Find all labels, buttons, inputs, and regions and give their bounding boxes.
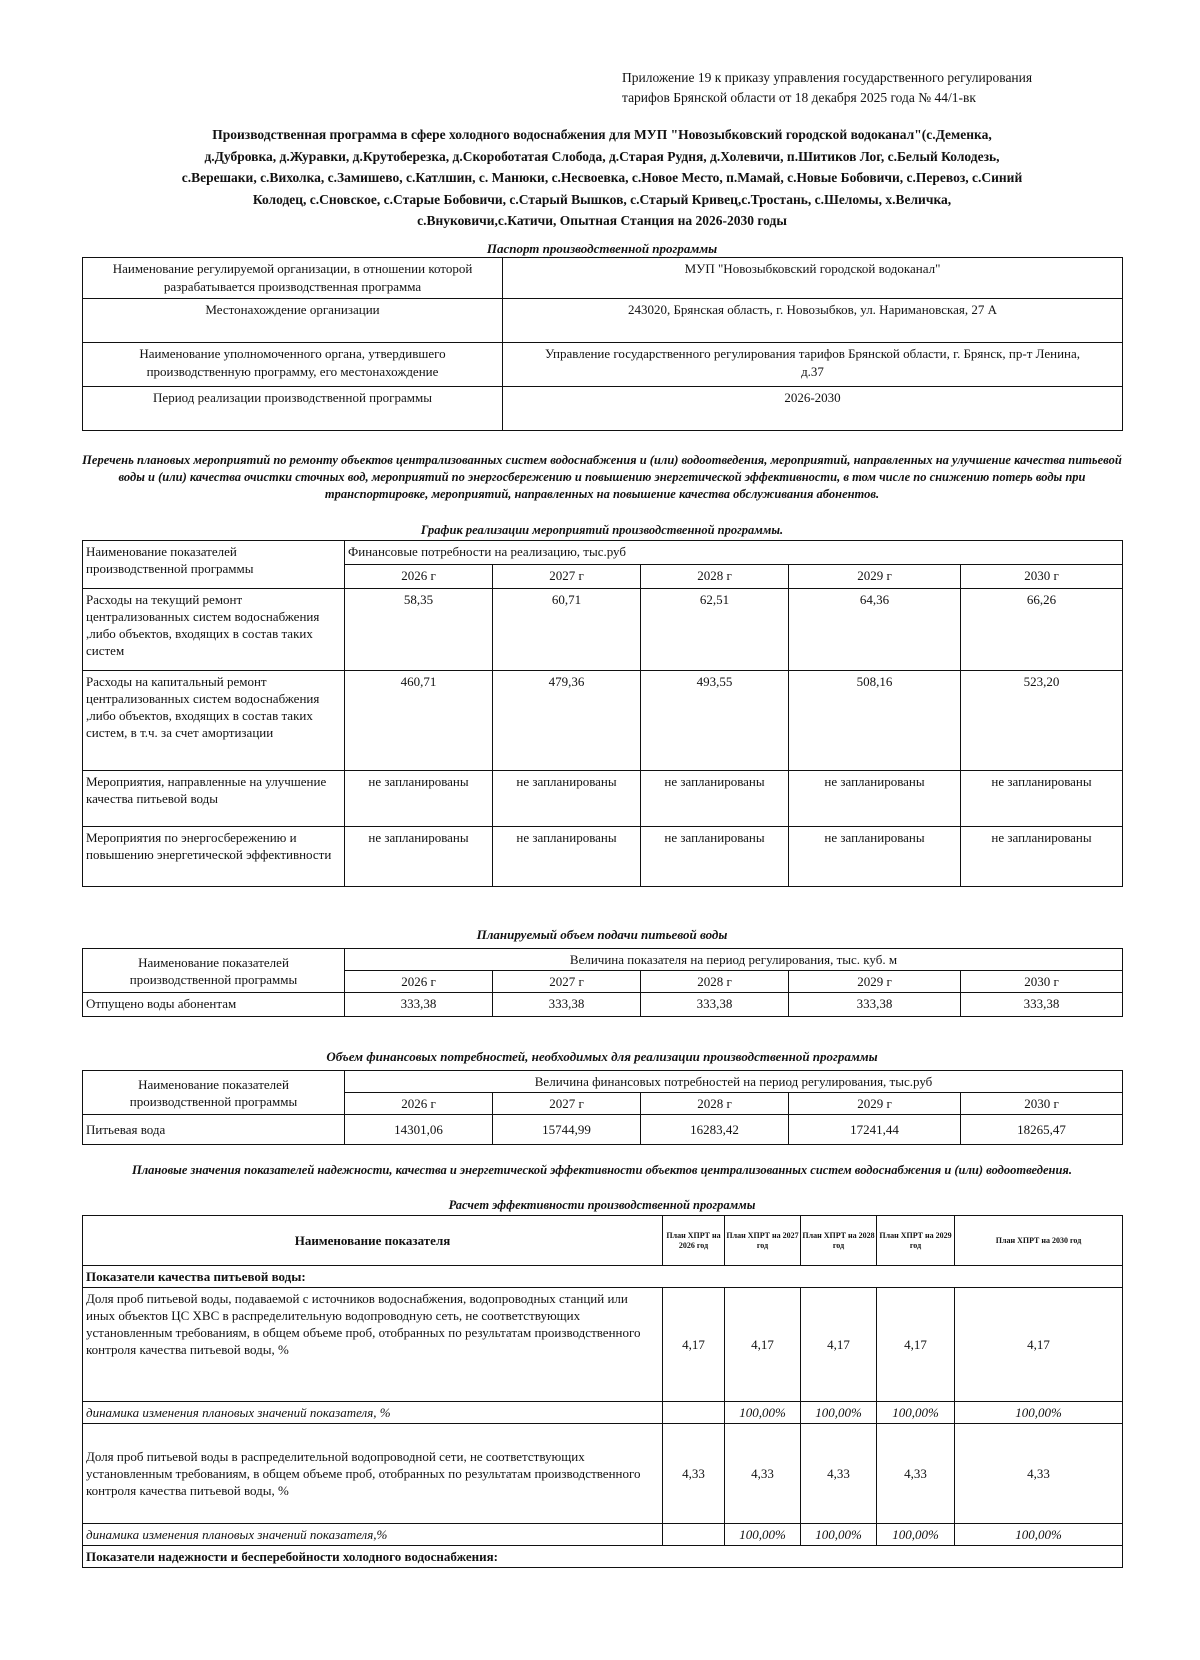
table-cell: не запланированы bbox=[789, 771, 961, 827]
appendix-note bbox=[622, 68, 1122, 108]
year-header: 2029 г bbox=[789, 1093, 961, 1115]
table-cell: 100,00% bbox=[725, 1524, 801, 1546]
plan-header: План ХПРТ на 2029 год bbox=[877, 1216, 955, 1266]
section-label: Показатели качества питьевой воды: bbox=[83, 1266, 1123, 1288]
year-header: 2030 г bbox=[961, 565, 1123, 589]
table-cell: 493,55 bbox=[641, 671, 789, 771]
passport-label: Местонахождение организации bbox=[83, 299, 503, 343]
passport-row bbox=[83, 299, 1123, 343]
table-cell: 4,17 bbox=[663, 1288, 725, 1402]
table-cell: не запланированы bbox=[641, 771, 789, 827]
table-cell: 100,00% bbox=[801, 1524, 877, 1546]
table-header-row bbox=[83, 1216, 1123, 1266]
title-line-1: Производственная программа в сфере холодного водоснабжения для МУП "Новозыбковский городской водоканал"(с.Деменка, bbox=[212, 127, 992, 142]
table-cell: 18265,47 bbox=[961, 1115, 1123, 1145]
column-header: Наименование показателей производственной программы bbox=[83, 1071, 345, 1115]
table-cell: 333,38 bbox=[641, 993, 789, 1017]
passport-label: Наименование уполномоченного органа, утвердившего производственную программу, его местонахождение bbox=[83, 343, 503, 387]
table-cell: не запланированы bbox=[345, 827, 493, 887]
table-row bbox=[83, 771, 1123, 827]
table-cell: 15744,99 bbox=[493, 1115, 641, 1145]
table-cell: 333,38 bbox=[789, 993, 961, 1017]
passport-row bbox=[83, 258, 1123, 299]
table-cell: 100,00% bbox=[725, 1402, 801, 1424]
table-row bbox=[83, 827, 1123, 887]
table-cell: не запланированы bbox=[493, 771, 641, 827]
table-cell: не запланированы bbox=[641, 827, 789, 887]
table-row bbox=[83, 1424, 1123, 1524]
table-cell: 100,00% bbox=[955, 1402, 1123, 1424]
year-header: 2026 г bbox=[345, 1093, 493, 1115]
table-cell: 333,38 bbox=[493, 993, 641, 1017]
table-cell: не запланированы bbox=[345, 771, 493, 827]
table-cell: 4,33 bbox=[801, 1424, 877, 1524]
table-header-row bbox=[83, 541, 1123, 565]
table-cell bbox=[663, 1402, 725, 1424]
table-row bbox=[83, 993, 1123, 1017]
column-header: Наименование показателей производственной программы bbox=[83, 541, 345, 589]
passport-caption: Паспорт производственной программы bbox=[486, 241, 718, 256]
table-cell: 4,33 bbox=[663, 1424, 725, 1524]
year-header: 2027 г bbox=[493, 1093, 641, 1115]
calculation-caption: Расчет эффективности производственной программы bbox=[448, 1198, 756, 1212]
title-line-4: Колодец, с.Сновское, с.Старые Бобовичи, с.Старый Вышков, с.Старый Кривец,с.Тростань, с.Шеломы, х.Величка, bbox=[252, 191, 952, 207]
appendix-line-1: Приложение 19 к приказу управления государственного регулирования bbox=[622, 70, 1033, 85]
year-header: 2026 г bbox=[345, 971, 493, 993]
table-row bbox=[83, 671, 1123, 771]
passport-value: Управление государственного регулирования тарифов Брянской области, г. Брянск, пр-т Ленина, д.37 bbox=[503, 343, 1123, 387]
table-cell: 17241,44 bbox=[789, 1115, 961, 1145]
table-row bbox=[83, 589, 1123, 671]
document-title bbox=[82, 124, 1122, 232]
table-cell: 4,17 bbox=[955, 1288, 1123, 1402]
passport-value: 2026-2030 bbox=[503, 387, 1123, 431]
title-line-2: д.Дубровка, д.Журавки, д.Крутоберезка, д.Скороботатая Слобода, д.Старая Рудня, д.Холевичи, п.Шитиков Лог, с.Белый Колодезь, bbox=[204, 148, 1000, 164]
table-cell: 4,17 bbox=[801, 1288, 877, 1402]
title-line-3: с.Верешаки, с.Вихолка, с.Замишево, с.Катлшин, с. Манюки, с.Несвоевка, с.Новое Место, п.Мамай, с.Новые Бобовичи, с.Перевоз, с.Синий bbox=[181, 170, 1023, 185]
row-label: Отпущено воды абонентам bbox=[83, 993, 345, 1017]
table-cell: 64,36 bbox=[789, 589, 961, 671]
volume-caption: Планируемый объем подачи питьевой воды bbox=[476, 927, 728, 942]
section-label: Показатели надежности и бесперебойности холодного водоснабжения: bbox=[83, 1546, 1123, 1568]
row-label: динамика изменения плановых значений показателя, % bbox=[83, 1402, 663, 1424]
year-header: 2029 г bbox=[789, 971, 961, 993]
plan-header: План ХПРТ на 2028 год bbox=[801, 1216, 877, 1266]
table-cell: 62,51 bbox=[641, 589, 789, 671]
row-label: Мероприятия, направленные на улучшение качества питьевой воды bbox=[83, 771, 345, 827]
efficiency-caption: Плановые значения показателей надежности, качества и энергетической эффективности объектов централизованных систем водоснабжения и (или) водоотведения. bbox=[132, 1163, 1072, 1177]
section-row bbox=[83, 1546, 1123, 1568]
table-row bbox=[83, 1115, 1123, 1145]
year-header: 2028 г bbox=[641, 971, 789, 993]
appendix-line-2: тарифов Брянской области от 18 декабря 2025 года № 44/1-вк bbox=[622, 90, 976, 105]
passport-label: Наименование регулируемой организации, в отношении которой разрабатывается производственная программа bbox=[83, 258, 503, 299]
schedule-caption: График реализации мероприятий производственной программы. bbox=[420, 523, 784, 537]
row-label: Расходы на текущий ремонт централизованных систем водоснабжения ,либо объектов, входящих в состав таких систем bbox=[83, 589, 345, 671]
passport-value: 243020, Брянская область, г. Новозыбков, ул. Наримановская, 27 А bbox=[503, 299, 1123, 343]
year-header: 2030 г bbox=[961, 971, 1123, 993]
year-header: 2029 г bbox=[789, 565, 961, 589]
table-row bbox=[83, 1288, 1123, 1402]
column-group-header: Финансовые потребности на реализацию, тыс.руб bbox=[345, 541, 1123, 565]
table-row bbox=[83, 1402, 1123, 1424]
year-header: 2027 г bbox=[493, 565, 641, 589]
finance-table bbox=[82, 1070, 1123, 1145]
table-cell: 58,35 bbox=[345, 589, 493, 671]
passport-row bbox=[83, 343, 1123, 387]
table-cell: 16283,42 bbox=[641, 1115, 789, 1145]
finance-caption: Объем финансовых потребностей, необходимых для реализации производственной программы bbox=[326, 1049, 878, 1064]
row-label: Доля проб питьевой воды в распределительной водопроводной сети, не соответствующих установленным требованиям, в общем объеме проб, отобранных по результатам производственного контроля качества питьевой воды, % bbox=[83, 1424, 663, 1524]
table-cell: не запланированы bbox=[493, 827, 641, 887]
passport-label: Период реализации производственной программы bbox=[83, 387, 503, 431]
table-cell: 333,38 bbox=[961, 993, 1123, 1017]
table-cell: 60,71 bbox=[493, 589, 641, 671]
table-cell: 508,16 bbox=[789, 671, 961, 771]
plan-header: План ХПРТ на 2030 год bbox=[955, 1216, 1123, 1266]
table-cell: 4,17 bbox=[725, 1288, 801, 1402]
table-cell: 100,00% bbox=[877, 1524, 955, 1546]
section-row bbox=[83, 1266, 1123, 1288]
table-cell: не запланированы bbox=[789, 827, 961, 887]
column-header: Наименование показателей производственной программы bbox=[83, 949, 345, 993]
table-cell: 479,36 bbox=[493, 671, 641, 771]
table-cell: 460,71 bbox=[345, 671, 493, 771]
row-label: Расходы на капитальный ремонт централизованных систем водоснабжения ,либо объектов, входящих в состав таких систем, в т.ч. за счет амортизации bbox=[83, 671, 345, 771]
table-cell: не запланированы bbox=[961, 827, 1123, 887]
column-group-header: Величина показателя на период регулирования, тыс. куб. м bbox=[345, 949, 1123, 971]
plan-header: План ХПРТ на 2027 год bbox=[725, 1216, 801, 1266]
table-cell: 4,33 bbox=[725, 1424, 801, 1524]
table-header-row bbox=[83, 949, 1123, 971]
passport-table bbox=[82, 257, 1123, 431]
plan-header: План ХПРТ на 2026 год bbox=[663, 1216, 725, 1266]
table-cell: 4,33 bbox=[877, 1424, 955, 1524]
table-cell: 100,00% bbox=[801, 1402, 877, 1424]
table-cell: 14301,06 bbox=[345, 1115, 493, 1145]
efficiency-table bbox=[82, 1215, 1123, 1568]
row-label: динамика изменения плановых значений показателя,% bbox=[83, 1524, 663, 1546]
table-cell: не запланированы bbox=[961, 771, 1123, 827]
table-cell: 4,17 bbox=[877, 1288, 955, 1402]
year-header: 2027 г bbox=[493, 971, 641, 993]
table-cell: 523,20 bbox=[961, 671, 1123, 771]
year-header: 2030 г bbox=[961, 1093, 1123, 1115]
table-cell: 100,00% bbox=[877, 1402, 955, 1424]
row-label: Питьевая вода bbox=[83, 1115, 345, 1145]
year-header: 2028 г bbox=[641, 565, 789, 589]
passport-value: МУП "Новозыбковский городской водоканал" bbox=[503, 258, 1123, 299]
measures-caption: Перечень плановых мероприятий по ремонту объектов централизованных систем водоснабжения и (или) водоотведения, мероприятий, направленных на улучшение качества питьевой воды и (или) качества очистки сточных вод, мероприятий по энергосбережению и повышению энергетической эффективности, в том числе по снижению потерь воды при транспортировке, мероприятий, направленных на повышение качества обслуживания абонентов. bbox=[82, 453, 1122, 501]
title-line-5: с.Внуковичи,с.Катичи, Опытная Станция на 2026-2030 годы bbox=[417, 213, 787, 228]
year-header: 2028 г bbox=[641, 1093, 789, 1115]
column-group-header: Величина финансовых потребностей на период регулирования, тыс.руб bbox=[345, 1071, 1123, 1093]
passport-row bbox=[83, 387, 1123, 431]
table-cell: 100,00% bbox=[955, 1524, 1123, 1546]
year-header: 2026 г bbox=[345, 565, 493, 589]
table-header-row bbox=[83, 1071, 1123, 1093]
row-label: Доля проб питьевой воды, подаваемой с источников водоснабжения, водопроводных станций или иных объектов ЦС ХВС в распределительную водопроводную сеть, не соответствующих установленным требованиям, в общем объеме проб, отобранных по результатам производственного контроля качества питьевой воды, % bbox=[83, 1288, 663, 1402]
table-cell: 333,38 bbox=[345, 993, 493, 1017]
row-label: Мероприятия по энергосбережению и повышению энергетической эффективности bbox=[83, 827, 345, 887]
measures-table bbox=[82, 540, 1123, 887]
table-cell bbox=[663, 1524, 725, 1546]
table-cell: 4,33 bbox=[955, 1424, 1123, 1524]
table-cell: 66,26 bbox=[961, 589, 1123, 671]
column-header: Наименование показателя bbox=[83, 1216, 663, 1266]
volume-table bbox=[82, 948, 1123, 1017]
table-row bbox=[83, 1524, 1123, 1546]
